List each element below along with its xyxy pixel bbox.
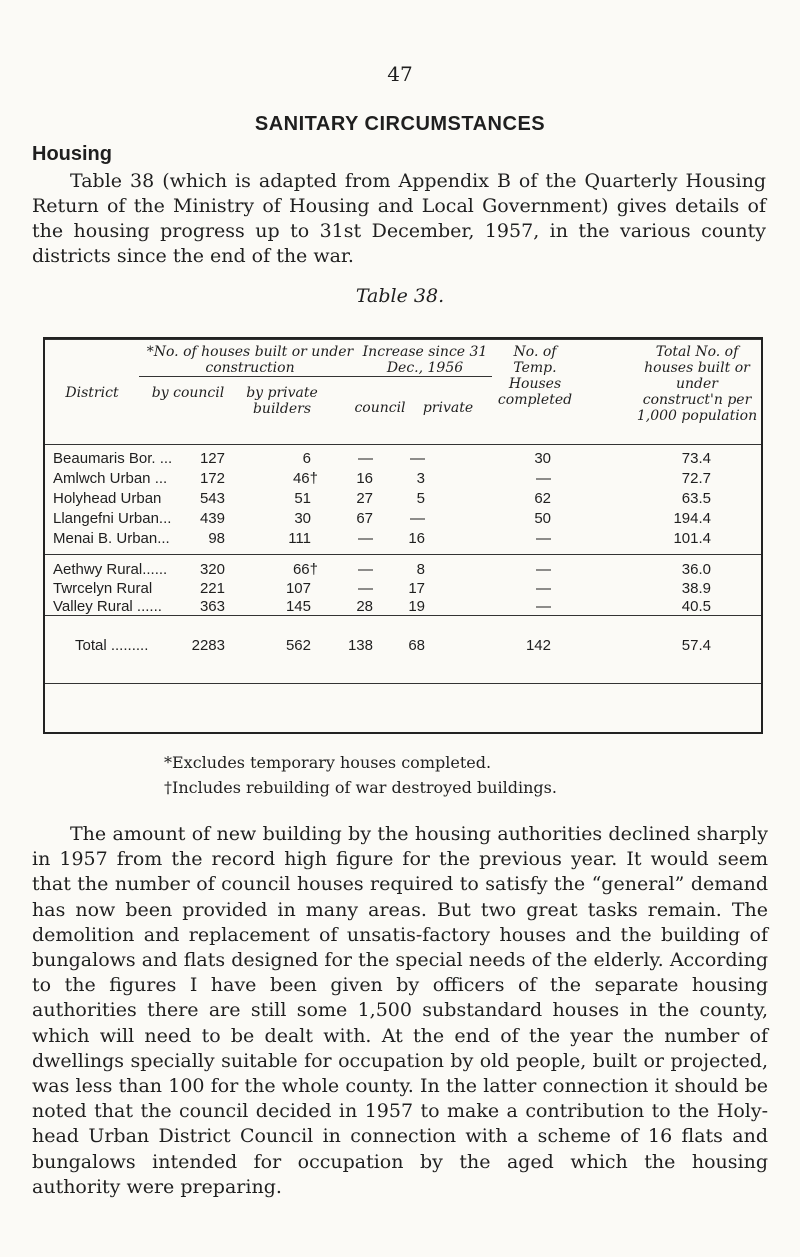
header-district: District [65, 385, 119, 401]
row-private: 111 [288, 530, 311, 547]
header-increase-group: Increase since 31 Dec., 1956 [362, 344, 488, 376]
row-council: 543 [199, 490, 225, 507]
row-inc-private: 19 [408, 598, 425, 615]
row-inc-private: 16 [408, 530, 425, 547]
row-inc-council: 28 [356, 598, 373, 615]
header-by-council: by council [151, 385, 225, 401]
header-by-private: by private builders [246, 385, 318, 417]
row-district: Holyhead Urban [53, 490, 162, 507]
row-district: Beaumaris Bor. ... [53, 450, 173, 467]
row-per-1000: 40.5 [681, 598, 711, 615]
intro-text: Table 38 (which is adapted from Appendix B of the Quarterly Housing Return of the Ministry of Housing and Local Government) gives details of the housing progress up to 31st December, 1957, in the various county districts since the end of the war. [32, 170, 766, 267]
row-council: 172 [199, 470, 225, 487]
table-footnotes [164, 750, 557, 800]
total-temp: 142 [525, 637, 551, 654]
row-per-1000: 72.7 [681, 470, 711, 487]
row-inc-private: 5 [416, 490, 425, 507]
row-district: Twrcelyn Rural [53, 580, 153, 597]
header-total-per-1000: Total No. of houses built or under construct'n per 1,000 population [636, 344, 758, 424]
row-district: Amlwch Urban ... [53, 470, 168, 487]
body-text: The amount of new building by the housing authorities declined sharply in 1957 from the record high figure for the previous year. It would seem that the number of council houses required to satisfy the “general” demand has now been provided in many areas. But two great tasks remain. The demolition and replacement of unsatis-factory houses and the building of bungalows and flats designed for the special needs of the elderly. According to the figures I have been given by officers of the separate housing authorities there are still some 1,500 substandard houses in the county, which will need to be dealt with. At the end of the year the number of dwellings specially suitable for occupation by old people, built or projected, was less than 100 for the whole county. In the latter connection it should be noted that the council decided in 1957 to make a contribution to the Holy-head Urban District Council in connection with a scheme of 16 flats and bungalows intended for occupation by the aged which the housing authority were preparing. [32, 823, 768, 1198]
footnote-asterisk: *Excludes temporary houses completed. [164, 753, 492, 772]
row-private: 6 [302, 450, 311, 467]
row-per-1000: 36.0 [681, 561, 711, 578]
row-inc-private: 3 [416, 470, 425, 487]
row-per-1000: 194.4 [673, 510, 711, 527]
page-title: SANITARY CIRCUMSTANCES [254, 113, 546, 135]
row-inc-council: 16 [356, 470, 373, 487]
header-subdivider [139, 376, 492, 377]
row-inc-council: 27 [356, 490, 373, 507]
row-temp: — [536, 470, 551, 487]
total-inc-council: 138 [347, 637, 373, 654]
row-inc-council: — [358, 580, 373, 597]
row-private: 51 [294, 490, 311, 507]
row-temp: — [536, 561, 551, 578]
row-district: Llangefni Urban... [53, 510, 172, 527]
total-private: 562 [285, 637, 311, 654]
row-temp: 62 [534, 490, 551, 507]
row-private: 107 [285, 580, 311, 597]
row-per-1000: 38.9 [681, 580, 711, 597]
row-council: 127 [199, 450, 225, 467]
table-caption: Table 38. [355, 285, 445, 307]
row-district: Valley Rural ...... [53, 598, 162, 615]
row-inc-council: 67 [356, 510, 373, 527]
row-inc-private: 17 [408, 580, 425, 597]
row-inc-council: — [358, 561, 373, 578]
total-council: 2283 [191, 637, 225, 654]
row-inc-private: 8 [416, 561, 425, 578]
section-heading: Housing [32, 143, 112, 165]
header-temp-houses: No. of Temp. Houses completed [497, 344, 573, 408]
row-council: 439 [199, 510, 225, 527]
row-temp: — [536, 598, 551, 615]
row-inc-private: — [410, 510, 425, 527]
total-per-1000: 57.4 [681, 637, 711, 654]
row-per-1000: 73.4 [681, 450, 711, 467]
row-inc-council: — [358, 450, 373, 467]
header-built-group: *No. of houses built or under construction [146, 344, 354, 376]
row-district: Menai B. Urban... [53, 530, 170, 547]
header-inc-private: private [422, 400, 474, 416]
row-temp: 50 [534, 510, 551, 527]
row-council: 363 [199, 598, 225, 615]
row-district: Aethwy Rural...... [53, 561, 168, 578]
intro-paragraph [32, 169, 766, 269]
row-per-1000: 101.4 [673, 530, 711, 547]
row-inc-council: — [358, 530, 373, 547]
footnote-dagger: †Includes rebuilding of war destroyed buildings. [164, 778, 557, 797]
row-council: 98 [208, 530, 225, 547]
row-inc-private: — [410, 450, 425, 467]
housing-table [43, 337, 763, 734]
row-private: 145 [285, 598, 311, 615]
page-number: 47 [387, 62, 413, 86]
row-temp: — [536, 580, 551, 597]
header-inc-council: council [354, 400, 406, 416]
row-private: 66† [292, 561, 318, 578]
body-paragraph [32, 822, 768, 1200]
row-council: 221 [199, 580, 225, 597]
total-inc-private: 68 [408, 637, 425, 654]
row-private: 46† [292, 470, 318, 487]
row-council: 320 [199, 561, 225, 578]
total-label: Total ......... [75, 637, 149, 654]
row-private: 30 [294, 510, 311, 527]
row-temp: — [536, 530, 551, 547]
row-per-1000: 63.5 [681, 490, 711, 507]
row-temp: 30 [534, 450, 551, 467]
